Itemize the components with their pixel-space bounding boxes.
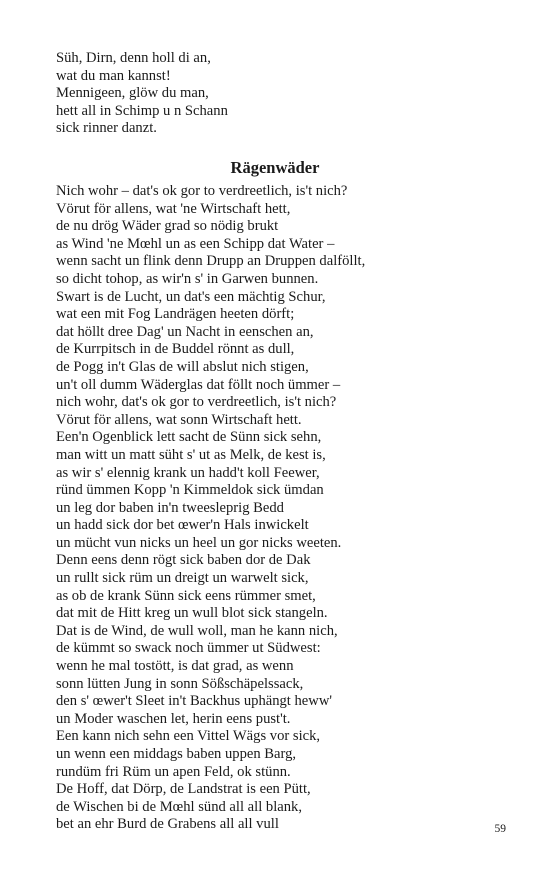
verse-line: un rullt sick rüm un dreigt un warwelt sick, — [56, 570, 309, 587]
verse-line: Dat is de Wind, de wull woll, man he kann nich, — [56, 622, 338, 639]
verse-line: Mennigeen, glöw du man, — [56, 85, 209, 102]
previous-poem-ending — [56, 50, 228, 138]
verse-line: Een'n Ogenblick lett sacht de Sünn sick sehn, — [56, 429, 322, 446]
verse-line: Swart is de Lucht, un dat's een mächtig Schur, — [56, 288, 326, 305]
page-number: 59 — [494, 823, 506, 835]
verse-line: Vörut för allens, wat sonn Wirtschaft hett. — [56, 411, 302, 428]
verse-line: Denn eens denn rögt sick baben dor de Dak — [56, 552, 311, 569]
verse-line: wenn he mal tostött, is dat grad, as wenn — [56, 658, 294, 675]
verse-line: sonn lütten Jung in sonn Sößschäpelssack, — [56, 675, 304, 692]
verse-line: un leg dor baben in'n tweesleprig Bedd — [56, 499, 284, 516]
verse-line: de Kurrpitsch in de Buddel rönnt as dull, — [56, 341, 295, 358]
verse-line: un Moder waschen let, herin eens pust't. — [56, 710, 291, 727]
verse-line: un wenn een middags baben uppen Barg, — [56, 746, 297, 762]
poem-body — [56, 183, 365, 834]
verse-line: hett all in Schimp u n Schann — [56, 102, 228, 119]
verse-line: de Pogg in't Glas de will abslut nich stigen, — [56, 358, 309, 375]
verse-line: Süh, Dirn, denn holl di an, — [56, 50, 211, 66]
verse-line: wat du man kannst! — [56, 67, 171, 84]
verse-line: nich wohr, dat's ok gor to verdreetlich, is't nich? — [56, 394, 337, 411]
verse-line: Vörut för allens, wat 'ne Wirtschaft hett, — [56, 200, 291, 217]
verse-line: rundüm fri Rüm un apen Feld, ok stünn. — [56, 763, 291, 780]
verse-line: wat een mit Fog Landrägen heeten dörft; — [56, 306, 295, 323]
verse-line: man witt un matt süht s' ut as Melk, de kest is, — [56, 446, 326, 463]
verse-line: as ob de krank Sünn sick eens rümmer smet, — [56, 587, 316, 604]
verse-line: so dicht tohop, as wir'n s' in Garwen bunnen. — [56, 270, 319, 287]
verse-line: ründ ümmen Kopp 'n Kimmeldok sick ümdan — [56, 482, 324, 499]
verse-line: Nich wohr – dat's ok gor to verdreetlich, is't nich? — [56, 183, 348, 199]
verse-line: as wir s' elennig krank un hadd't koll Feewer, — [56, 464, 320, 481]
poem-title: Rägenwäder — [230, 158, 320, 177]
verse-line: De Hoff, dat Dörp, de Landstrat is een Pütt, — [56, 781, 311, 798]
verse-line: Een kann nich sehn een Vittel Wägs vor sick, — [56, 728, 321, 745]
verse-line: den s' œwer't Sleet in't Backhus uphängt heww' — [56, 693, 332, 710]
verse-line: de Wischen bi de Mœhl sünd all all blank, — [56, 798, 302, 815]
verse-line: un mücht vun nicks un heel un gor nicks weeten. — [56, 534, 342, 551]
verse-line: un't oll dumm Wäderglas dat föllt noch ümmer – — [56, 376, 341, 393]
verse-line: de kümmt so swack noch ümmer ut Südwest: — [56, 640, 321, 657]
verse-line: dat mit de Hitt kreg un wull blot sick stangeln. — [56, 605, 328, 622]
verse-line: sick rinner danzt. — [56, 120, 157, 137]
verse-line: de nu drög Wäder grad so nödig brukt — [56, 218, 279, 235]
verse-line: dat höllt dree Dag' un Nacht in eenschen an, — [56, 323, 314, 340]
verse-line: wenn sacht un flink denn Drupp an Druppen dalföllt, — [56, 253, 366, 270]
verse-line: bet an ehr Burd de Grabens all all vull — [56, 816, 279, 833]
verse-line: as Wind 'ne Mœhl un as een Schipp dat Water – — [56, 235, 335, 252]
verse-line: un hadd sick dor bet œwer'n Hals inwickelt — [56, 517, 309, 534]
